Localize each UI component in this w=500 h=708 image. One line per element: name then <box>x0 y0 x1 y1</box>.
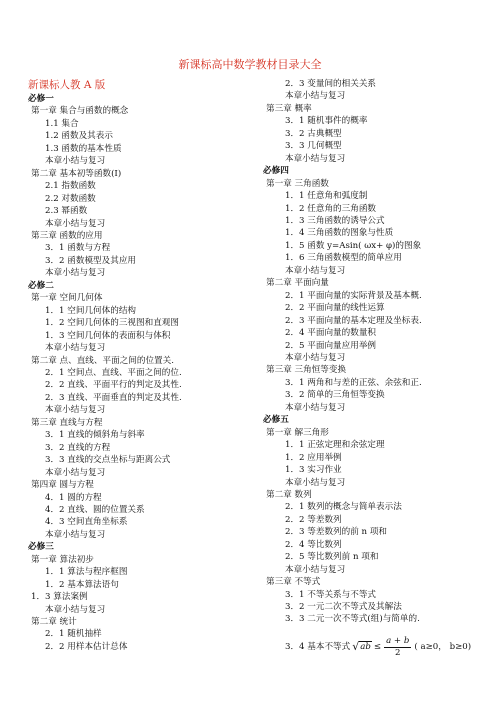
toc-entry: 1．1 任意角和弧度制 <box>285 191 368 202</box>
toc-right-column <box>263 78 495 659</box>
toc-entry: 3．2 一元二次不等式及其解法 <box>285 602 402 613</box>
toc-entry: 本章小结与复习 <box>285 352 346 363</box>
basic-inequality-line <box>263 636 495 659</box>
toc-entry: 2．3 等差数列的前 n 项和 <box>285 527 388 538</box>
toc-entry: 1.1 集合 <box>45 118 79 129</box>
toc-entry: 3．3 几何概型 <box>285 141 342 152</box>
toc-entry: 1．2 应用举例 <box>285 452 342 463</box>
toc-entry: 本章小结与复习 <box>45 405 106 416</box>
toc-entry: 1．4 三角函数的图象与性质 <box>285 228 394 239</box>
toc-entry: 4．2 直线、圆的位置关系 <box>45 504 145 515</box>
toc-entry: 3．2 简单的三角恒等变换 <box>285 390 385 401</box>
toc-entry: 3．2 直线的方程 <box>45 442 111 453</box>
toc-entry: 4．3 空间直角坐标系 <box>45 517 128 528</box>
chapter-heading: 第一章 集合与函数的概念 <box>31 106 129 117</box>
formula-fraction <box>384 636 411 659</box>
chapter-heading: 第二章 平面向量 <box>266 278 329 289</box>
toc-entry: 3．2 古典概型 <box>285 128 342 139</box>
toc-entry: 2．1 随机抽样 <box>45 629 102 640</box>
toc-entry: 1．2 基本算法语句 <box>45 579 119 590</box>
chapter-heading: 第三章 函数的应用 <box>31 230 103 241</box>
toc-entry: 1．5 函数 y=Asin( ωx+ φ)的图象 <box>285 240 422 251</box>
toc-entry: 2．4 平面向量的数量积 <box>285 328 377 339</box>
toc-entry: 2．1 数列的概念与简单表示法 <box>285 502 402 513</box>
sqrt-radicand: ab <box>360 642 371 653</box>
formula-condition: ( a≥0， b≥0) <box>414 642 472 653</box>
toc-entry: 2．2 直线、平面平行的判定及其性. <box>45 380 182 391</box>
chapter-heading: 第二章 点、直线、平面之间的位置关. <box>31 355 174 366</box>
toc-entry: 2．3 平面向量的基本定理及坐标表. <box>285 315 422 326</box>
toc-entry: 本章小结与复习 <box>285 265 346 276</box>
toc-entry: 2．2 平面向量的线性运算 <box>285 303 385 314</box>
chapter-heading: 第一章 三角函数 <box>266 178 329 189</box>
toc-entry: 4．1 圆的方程 <box>45 492 102 503</box>
chapter-heading: 第三章 三角恒等变换 <box>266 365 347 376</box>
toc-entry: 本章小结与复习 <box>285 402 346 413</box>
toc-entry: 3．3 直线的交点坐标与距离公式 <box>45 455 171 466</box>
toc-entry: 1．3 三角函数的诱导公式 <box>285 215 385 226</box>
toc-entry: 3．1 直线的倾斜角与斜率 <box>45 430 145 441</box>
formula-relation: ≤ <box>373 642 382 653</box>
edition-heading: 新课标人教 A 版 <box>28 79 106 91</box>
toc-entry: 2．3 变量间的相关关系 <box>285 79 377 89</box>
toc-entry: 2.2 对数函数 <box>45 193 96 204</box>
document-title: 新课标高中数学教材目录大全 <box>178 58 322 71</box>
toc-entry: 2．1 空间点、直线、平面之间的位. <box>45 367 182 378</box>
volume-heading: 必修一 <box>28 94 54 104</box>
sqrt-ab: √ ab <box>352 640 371 654</box>
toc-entry: 1.2 函数及其表示 <box>45 131 113 142</box>
chapter-heading: 第三章 概率 <box>266 103 312 114</box>
toc-entry: 3．1 随机事件的概率 <box>285 116 368 127</box>
toc-entry: 2．5 平面向量应用举例 <box>285 340 377 351</box>
chapter-heading: 第三章 不等式 <box>266 577 321 588</box>
toc-entry: 本章小结与复习 <box>285 91 346 102</box>
toc-entry: 1．2 任意角的三角函数 <box>285 203 377 214</box>
toc-entry: 本章小结与复习 <box>45 218 106 229</box>
toc-entry: 2.1 指数函数 <box>45 181 96 192</box>
toc-entry: 本章小结与复习 <box>45 467 106 478</box>
formula-prefix: 3．4 基本不等式 <box>285 642 351 653</box>
toc-entry: 1．6 三角函数模型的简单应用 <box>285 253 402 264</box>
chapter-heading: 第一章 解三角形 <box>266 427 329 438</box>
toc-entry: 1．1 算法与程序框图 <box>45 567 128 578</box>
chapter-heading: 1．3 算法案例 <box>31 592 88 603</box>
chapter-heading: 第二章 统计 <box>31 617 77 628</box>
chapter-heading: 第二章 数列 <box>266 489 312 500</box>
toc-entry: 3．1 函数与方程 <box>45 243 111 254</box>
fraction-numerator: a + b <box>386 635 410 646</box>
toc-entry: 本章小结与复习 <box>285 477 346 488</box>
toc-entry: 3．2 函数模型及其应用 <box>45 255 137 266</box>
toc-entry: 1．3 实习作业 <box>285 465 342 476</box>
chapter-heading: 第四章 圆与方程 <box>31 480 94 491</box>
toc-entry: 本章小结与复习 <box>45 604 106 615</box>
volume-heading: 必修五 <box>263 415 289 426</box>
toc-entry: 3．1 不等关系与不等式 <box>285 589 377 600</box>
chapter-heading: 第三章 直线与方程 <box>31 417 103 428</box>
chapter-heading: 第一章 算法初步 <box>31 554 94 565</box>
toc-entry: 2．2 用样本估计总体 <box>45 641 128 652</box>
toc-entry: 本章小结与复习 <box>285 564 346 575</box>
toc-entry: 1．2 空间几何体的三视图和直观图 <box>45 318 179 329</box>
toc-entry: 1.3 函数的基本性质 <box>45 143 122 154</box>
toc-entry: 2．1 平面向量的实际背景及基本概. <box>285 290 422 301</box>
toc-entry: 本章小结与复习 <box>45 156 106 167</box>
toc-entry: 3．3 二元一次不等式(组)与简单的. <box>285 614 420 625</box>
toc-entry: 2.3 幂函数 <box>45 206 88 217</box>
volume-heading: 必修二 <box>28 280 54 291</box>
volume-heading: 必修四 <box>263 166 289 177</box>
chapter-heading: 第二章 基本初等函数(I) <box>31 168 122 179</box>
toc-entry: 2．5 等比数列前 n 项和 <box>285 552 379 563</box>
toc-entry: 1．3 空间几何体的表面积与体积 <box>45 330 171 341</box>
volume-heading: 必修三 <box>28 542 54 553</box>
toc-entry: 1．1 空间几何体的结构 <box>45 305 137 316</box>
chapter-heading: 第一章 空间几何体 <box>31 293 103 304</box>
toc-entry: 2．3 直线、平面垂直的判定及其性. <box>45 392 182 403</box>
fraction-denominator: 2 <box>394 647 401 658</box>
toc-left-column <box>28 78 260 653</box>
toc-entry: 2．2 等差数列 <box>285 514 342 525</box>
toc-entry: 3．1 两角和与差的正弦、余弦和正. <box>285 377 422 388</box>
toc-entry: 本章小结与复习 <box>45 529 106 540</box>
toc-entry: 本章小结与复习 <box>45 343 106 354</box>
toc-entry: 本章小结与复习 <box>45 268 106 279</box>
toc-entry: 本章小结与复习 <box>285 153 346 164</box>
toc-entry: 1．1 正弦定理和余弦定理 <box>285 440 385 451</box>
toc-entry: 2．4 等比数列 <box>285 539 342 550</box>
